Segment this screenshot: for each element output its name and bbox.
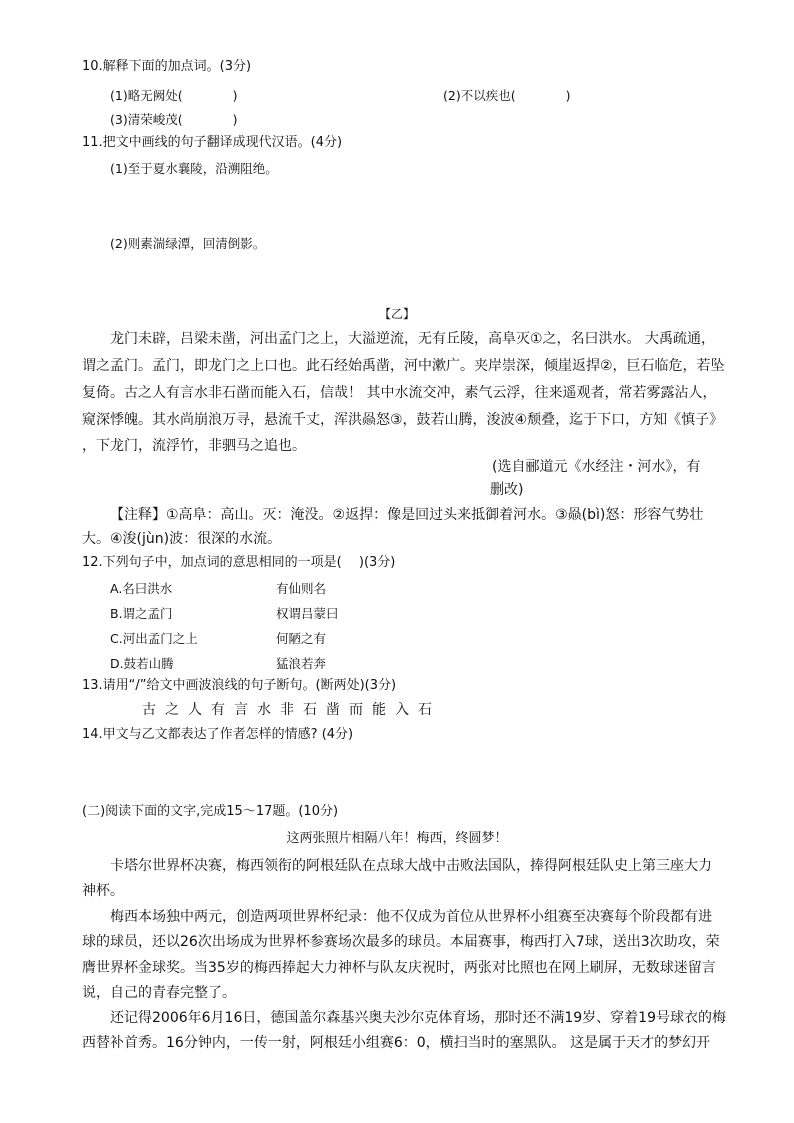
article-title: 这两张照片相隔八年！梅西，终圆梦！: [286, 831, 508, 846]
passage-yi-line-3: 复倚。古之人有言水非石凿而能入石，信哉！ 其中水流交冲，素气云浮，往来遥观者，常若雾露沾人，: [82, 385, 717, 401]
passage-yi-line-4: 窥深悸魄。其水尚崩浪万寻，悬流千丈，浑洪赑怒③，鼓若山腾，浚波④颓叠，迄于下口，方知《慎子》: [82, 412, 724, 428]
passage-yi-line-1: 龙门未辟，吕梁未凿，河出孟门之上，大溢逆流，无有丘陵，高阜灭①之，名曰洪水。 大禹疏通，: [110, 331, 715, 347]
q12-option-c-pair: 何陋之有: [276, 631, 327, 646]
q12-option-b-pair: 权谓吕蒙曰: [276, 606, 339, 621]
q11-title: 11.把文中画线的句子翻译成现代汉语。(4分): [82, 135, 343, 150]
article-p2-line-4: 说，自己的青春完整了。: [82, 985, 236, 1001]
article-p3-line-2: 西替补首秀。16分钟内，一传一射，阿根廷小组赛6：0，横扫当时的塞黑队。 这是属于天才的梦幻开: [82, 1035, 711, 1051]
article-p3-line-1: 还记得2006年6月16日，德国盖尔森基兴奥夫沙尔克体育场，那时还不满19岁、穿着19号球衣的梅: [110, 1010, 726, 1026]
passage-yi-heading: 【乙】: [378, 307, 415, 321]
passage-yi-note-2: 大。④浚(jùn)波：很深的水流。: [82, 531, 282, 547]
part2-heading: (二)阅读下面的文字,完成15～17题。(10分): [82, 804, 339, 819]
q12-option-d-pair: 猛浪若奔: [276, 656, 327, 671]
q12-option-d: D.鼓若山腾: [110, 656, 174, 671]
q12-option-c: C.河出孟门之上: [110, 631, 198, 646]
passage-yi-source-2: 删改): [490, 482, 524, 498]
q12-option-a-pair: 有仙则名: [276, 581, 327, 596]
passage-yi-line-5: ，下龙门，流浮竹，非驷马之追也。: [82, 438, 306, 454]
q11-sentence-1: (1)至于夏水襄陵，沿溯阻绝。: [110, 161, 278, 176]
q10-item-1: (1)略无阙处( ): [110, 88, 238, 103]
q13-title: 13.请用“/”给文中画波浪线的句子断句。(断两处)(3分): [82, 678, 397, 693]
q14-title: 14.甲文与乙文都表达了作者怎样的情感? (4分): [82, 727, 354, 742]
article-p2-line-1: 梅西本场独中两元，创造两项世界杯纪录：他不仅成为首位从世界杯小组赛至决赛每个阶段都有进: [110, 909, 712, 925]
article-p2-line-3: 膺世界杯金球奖。当35岁的梅西捧起大力神杯与队友庆祝时，两张对比照也在网上刷屏，无数球迷留言: [82, 960, 716, 976]
passage-yi-note-1: 【注释】①高阜：高山。灭：淹没。②返捍：像是回过头来抵御着河水。③赑(bì)怒：形容气势壮: [110, 507, 704, 523]
q13-wave-sentence: 古之人有言水非石凿而能入石: [142, 702, 441, 718]
q10-item-3: (3)清荣峻茂( ): [110, 112, 238, 127]
passage-yi-source-1: (选自郦道元《水经注・河水》，有: [492, 459, 701, 475]
article-p2-line-2: 球的球员，还以26次出场成为世界杯参赛场次最多的球员。本届赛事，梅西打入7球，送出3次助攻，荣: [82, 934, 720, 950]
passage-yi-line-2: 谓之孟门。孟门，即龙门之上口也。此石经始禹凿，河中漱广。夹岸崇深，倾崖返捍②，巨石临危，若坠: [82, 358, 725, 374]
q11-sentence-2: (2)则素湍绿潭，回清倒影。: [110, 236, 266, 251]
q12-title: 12.下列句子中，加点词的意思相同的一项是( )(3分): [82, 555, 396, 570]
article-p1-line-2: 神杯。: [82, 883, 124, 899]
q10-title: 10.解释下面的加点词。(3分): [82, 59, 252, 74]
q12-option-b: B.谓之孟门: [110, 606, 173, 621]
q10-item-2: (2)不以疾也( ): [443, 88, 571, 103]
q12-option-a: A.名曰洪水: [110, 581, 173, 596]
article-p1-line-1: 卡塔尔世界杯决赛，梅西领衔的阿根廷队在点球大战中击败法国队，捧得阿根廷队史上第三座大力: [110, 858, 712, 874]
